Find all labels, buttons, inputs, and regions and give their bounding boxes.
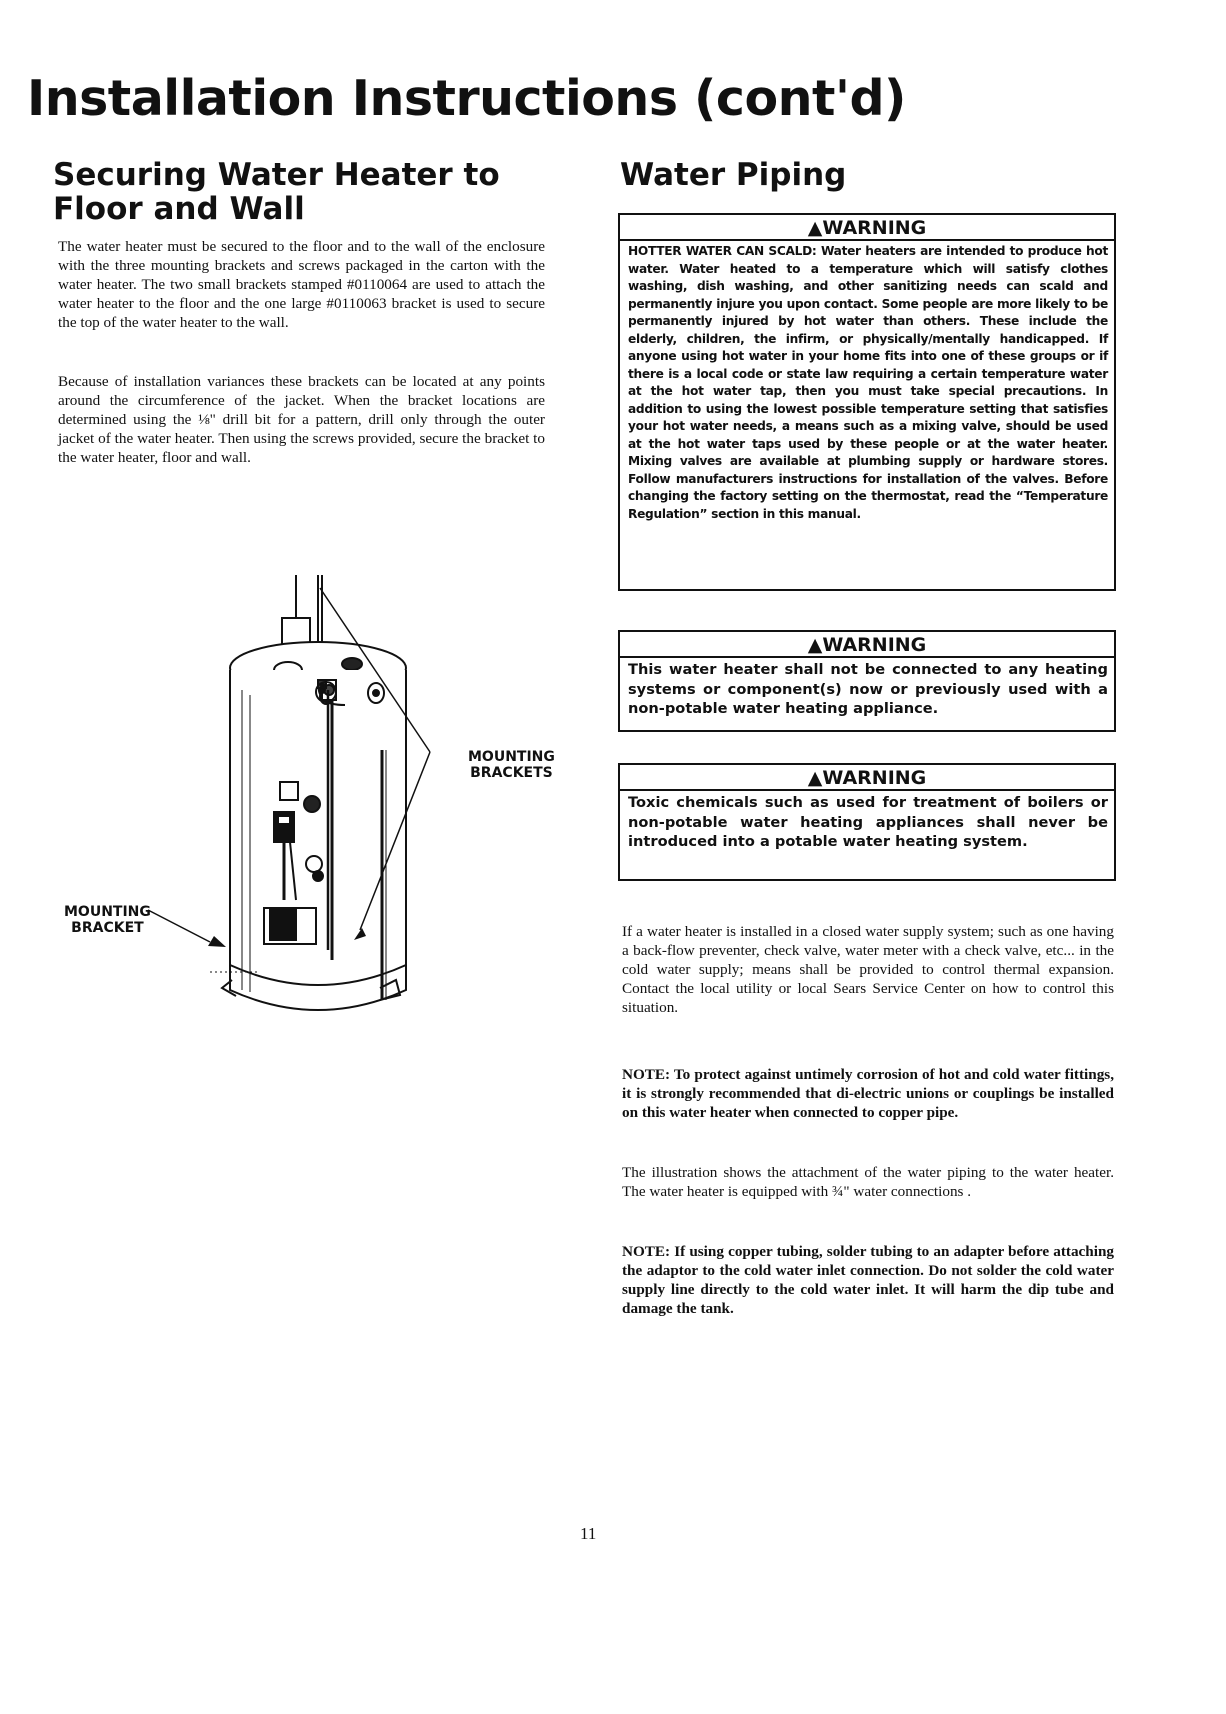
page-number: 11 [580,1524,597,1543]
illustration-paragraph: The illustration shows the attachment of the water piping to the water heater. The water heater is equipped with ¾" water connections . [622,1164,1114,1200]
warning-body [620,241,1114,526]
tank-body [230,670,406,1010]
section-heading-water-piping: Water Piping [620,157,847,193]
warning-box-non-potable [618,630,1116,732]
warning-header [620,632,1114,658]
access-panel [280,782,298,800]
note-dielectric: NOTE: To protect against untimely corrosion of hot and cold water fittings, it is strongly recommended that di-electric unions or couplings be installed on this water heater when connected to copper pipe. [622,1066,1114,1121]
water-heater-figure [60,560,620,1060]
callout-mounting-brackets [468,749,555,781]
page-title: Installation Instructions (cont'd) [27,70,906,127]
warning-box-scald [618,213,1116,591]
securing-paragraph-2: Because of installation variances these brackets can be located at any points around the circumference of the jacket. When the bracket locations are determined using the ⅛" drill bit for a pattern, drill only through the outer jacket of the water heater. Then using the screws provided, secure the bracket to the water heater, floor and wall. [58,373,545,466]
warning-triangle-icon: ▲ [807,767,823,789]
callout-brackets-line2: BRACKETS [470,765,553,781]
section-heading-securing [53,158,500,226]
warning-header [620,765,1114,791]
note-copper-tubing: NOTE: If using copper tubing, solder tubing to an adapter before attaching the adaptor to the cold water inlet connection. Do not solder the cold water supply line directly to the cold water inlet. It will harm the dip tube and damage the tank. [622,1243,1114,1317]
callout-bracket-line1: MOUNTING [64,904,151,920]
leader-line-left [148,910,210,942]
callout-bracket-line2: BRACKET [71,920,144,936]
heading-line-1: Securing Water Heater to [53,157,500,193]
warning-header-text: WARNING [822,767,927,789]
callout-brackets-line1: MOUNTING [468,749,555,765]
warning-body: Toxic chemicals such as used for treatment of boilers or non-potable water heating appliances shall never be introduced into a potable water heating system. [628,794,1108,850]
warning-header [620,215,1114,241]
heading-line-2: Floor and Wall [53,191,305,227]
warning-box-toxic-chemicals [618,763,1116,881]
warning-text: Water heaters are intended to produce hot water. Water heated to a temperature which will satisfy clothes washing, dish washing, and other sanitizing needs can scald and permanently injure you upon contact. Some people are more likely to be permanently injured by hot water than others. These include the elderly, children, the infirm, or physically/mentally handicapped. If anyone using hot water in your home fits into one of these groups or if there is a local code or state law requiring a certain temperature water at the hot water tap, then you must take special precautions. In addition to using the lowest possible temperature setting that satisfies your hot water needs, a means such as a mixing valve, should be used at the hot water taps used by these people or at the water heater. Mixing valves are available at plumbing supply or hardware stores. Follow manufacturers instructions for installation of the valves. Before changing the factory setting on the thermostat, read the “Temperature Regulation” section in this manual. [628,244,1108,521]
callout-mounting-bracket [64,904,151,936]
closed-system-paragraph: If a water heater is installed in a closed water supply system; such as one having a back-flow preventer, check valve, water meter with a check valve, etc... in the cold water supply; means shall be provided to control thermal expansion. Contact the local utility or local Sears Service Center on how to control this situation. [622,923,1114,1016]
warning-header-text: WARNING [822,634,927,656]
warning-body: This water heater shall not be connected to any heating systems or component(s) now or previously used with a non-potable water heating appliance. [628,661,1108,717]
warning-lead: HOTTER WATER CAN SCALD: [628,244,817,258]
warning-triangle-icon: ▲ [807,634,823,656]
warning-header-text: WARNING [822,217,927,239]
warning-triangle-icon: ▲ [807,217,823,239]
securing-paragraph-1: The water heater must be secured to the floor and to the wall of the enclosure with the three mounting brackets and screws packaged in the carton with the water heater. The two small brackets stamped #0110064 are used to attach the water heater to the floor and the one large #0110063 bracket is used to secure the top of the water heater to the wall. [58,238,545,331]
